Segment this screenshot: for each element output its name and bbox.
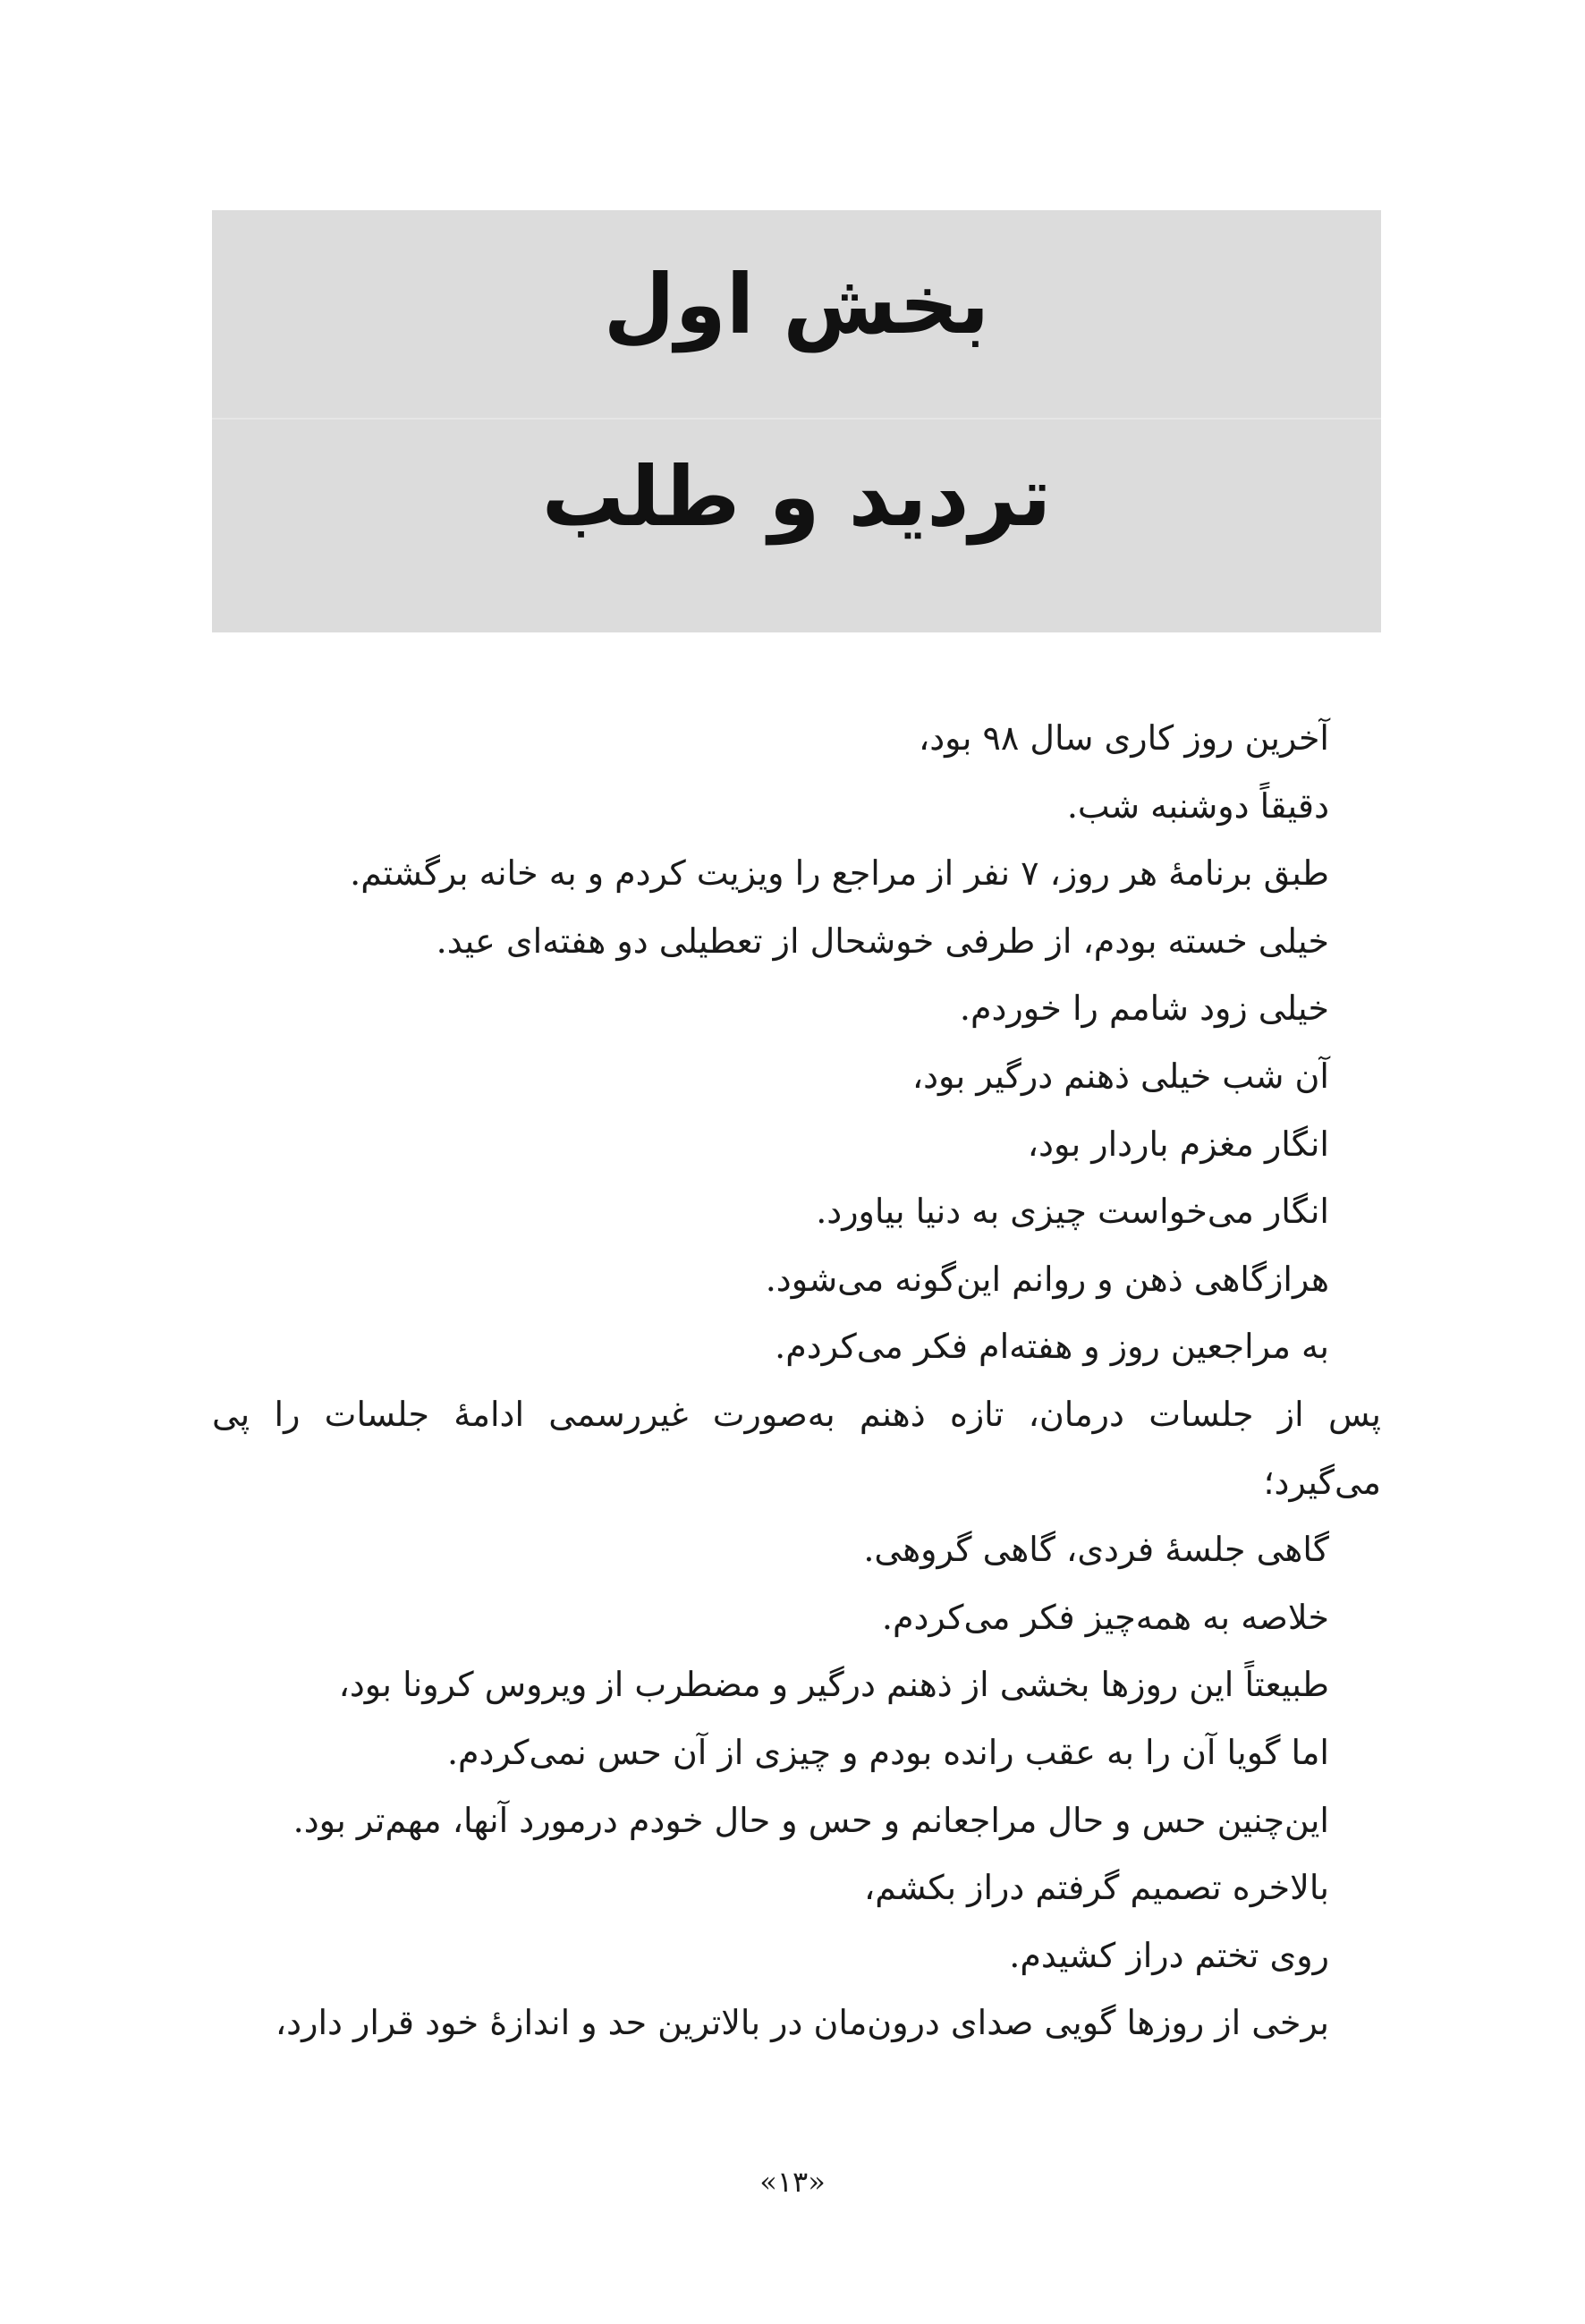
part-subtitle: تردید و طلب (541, 449, 1052, 545)
text-line: بالاخره تصمیم گرفتم دراز بکشم، (864, 1868, 1329, 1908)
text-line: انگار می‌خواست چیزی به دنیا بیاورد. (816, 1192, 1329, 1232)
part-title: بخش اول (603, 257, 990, 352)
title-divider (212, 418, 1381, 420)
text-line: گاهی جلسهٔ فردی، گاهی گروهی. (863, 1530, 1329, 1570)
text-line: طبق برنامهٔ هر روز، ۷ نفر از مراجع را ویزیت کردم و به خانه برگشتم. (350, 853, 1329, 894)
text-line: خیلی خسته بودم، از طرفی خوشحال از تعطیلی دو هفته‌ای عید. (436, 920, 1329, 961)
body-text (212, 705, 1381, 2057)
text-line: به مراجعین روز و هفته‌ام فکر می‌کردم. (775, 1327, 1329, 1367)
text-line: هرازگاهی ذهن و روانم این‌گونه می‌شود. (765, 1259, 1329, 1299)
text-line: خلاصه به همه‌چیز فکر می‌کردم. (881, 1597, 1329, 1637)
text-line: روی تختم دراز کشیدم. (1009, 1935, 1329, 1975)
text-line: دقیقاً دوشنبه شب. (1066, 785, 1329, 826)
part-title-box (212, 210, 1381, 632)
page-number: «۱۳» (759, 2165, 826, 2199)
text-line: آخرین روز کاری سال ۹۸ بود، (919, 718, 1329, 758)
text-line-justified: پس از جلسات درمان، تازه ذهنم به‌صورت غیررسمی ادامهٔ جلسات را پی (212, 1394, 1381, 1434)
text-line: طبیعتاً این روزها بخشی از ذهنم درگیر و مضطرب از ویروس کرونا بود، (338, 1665, 1329, 1705)
text-line: اما گویا آن را به عقب رانده بودم و چیزی از آن حس نمی‌کردم. (446, 1732, 1329, 1772)
text-line: برخی از روزها گویی صدای درون‌مان در بالاترین حد و اندازهٔ خود قرار دارد، (275, 2003, 1329, 2043)
text-line: انگار مغزم باردار بود، (1027, 1124, 1329, 1164)
text-line: خیلی زود شامم را خوردم. (959, 988, 1329, 1029)
text-line: آن شب خیلی ذهنم درگیر بود، (911, 1056, 1329, 1096)
text-line-continuation: می‌گیرد؛ (1263, 1462, 1381, 1502)
text-line: این‌چنین حس و حال مراجعانم و حس و حال خودم درمورد آنها، مهم‌تر بود. (292, 1800, 1329, 1840)
